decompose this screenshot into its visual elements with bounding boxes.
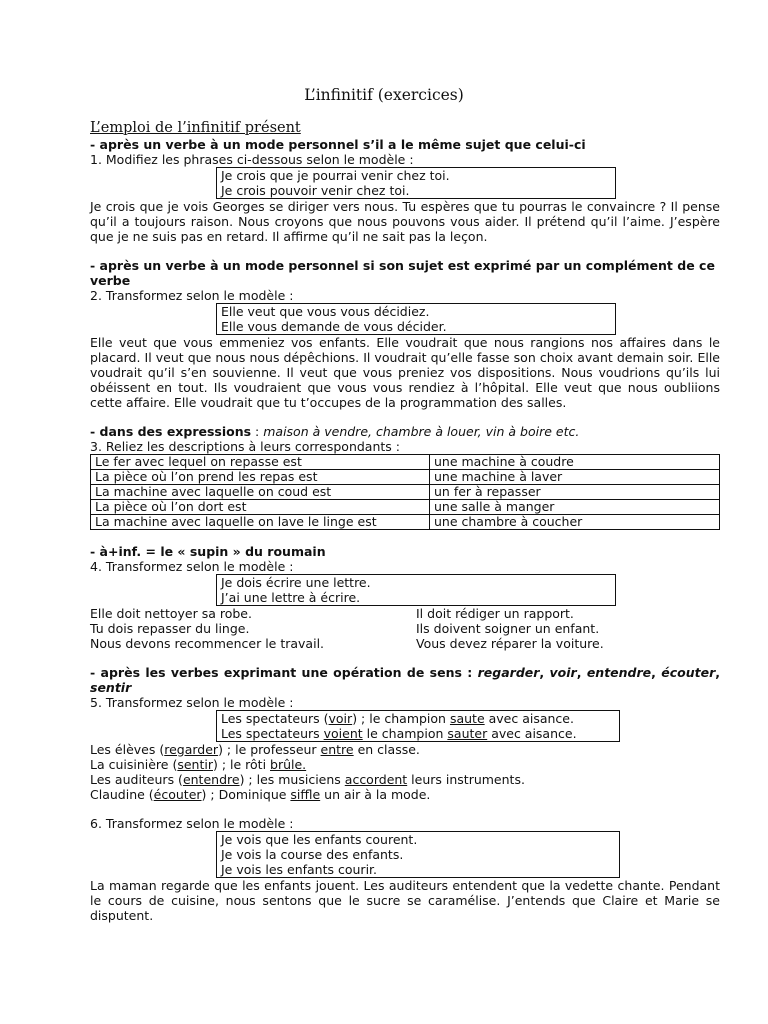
ex4-model-line: J’ai une lettre à écrire. (221, 590, 361, 605)
rule-5-sep: , (651, 665, 662, 680)
ex2-model-box (216, 303, 616, 335)
ex4-sentence: Tu dois repasser du linge. (90, 621, 250, 636)
ex2-text: Elle veut que vous emmeniez vos enfants. Elle voudrait que nous rangions nos affaires dans le placard. Il veut que nous nous dépêchions. Il voudrait qu’elle fasse son choix avant demain soir. Elle voudrait qu’il s’en souvienne. Il veut que vous preniez vos dispositions. Nous voudrions qu’ils lui obéissent en tout. Ils voudraient que vous vous rendiez à l’hôpital. Elle veut que nous oubliions cette affaire. Elle voudrait que tu t’occupes de la programmation des salles. (90, 335, 720, 410)
ex5-instruction: 5. Transformez selon le modèle : (90, 695, 294, 710)
table-cell-match: une salle à manger (430, 500, 720, 515)
ex1-text: Je crois que je vois Georges se diriger vers nous. Tu espères que tu pourras le convaincre ? Il pense qu’il a toujours raison. Nous croyons que nous pouvons vous aider. Il prétend qu’il l’aime. J’espère que je ne suis pas en retard. Il affirme qu’il ne sait pas la leçon. (90, 199, 720, 244)
text-segment: le champion (362, 726, 448, 741)
text-segment: leurs instruments. (407, 772, 525, 787)
ex1-model-line: Je crois que je pourrai venir chez toi. (221, 168, 450, 183)
rule-5-verb: entendre (586, 665, 652, 680)
ex1-model-line: Je crois pouvoir venir chez toi. (221, 183, 410, 198)
underlined-verb: voient (323, 726, 363, 741)
text-segment: La cuisinière ( (90, 757, 178, 772)
text-segment: Les élèves ( (90, 742, 165, 757)
text-segment: en classe. (353, 742, 420, 757)
section-title: L’emploi de l’infinitif présent (90, 120, 301, 136)
underlined-verb: accordent (344, 772, 408, 787)
underlined-verb: entre (320, 742, 354, 757)
ex4-sentence: Vous devez réparer la voiture. (416, 636, 604, 651)
ex2-model-line: Elle vous demande de vous décider. (221, 319, 447, 334)
ex4-model-box (216, 574, 616, 606)
rule-5-verb: voir (549, 665, 577, 680)
underlined-verb: saute (449, 711, 485, 726)
table-row (91, 500, 720, 515)
text-segment: ) ; le professeur (218, 742, 321, 757)
ex4-model-line: Je dois écrire une lettre. (221, 575, 371, 590)
rule-3 (90, 424, 720, 439)
ex3-matching-table (90, 454, 720, 530)
underlined-verb: sauter (447, 726, 488, 741)
underlined-verb: voir (328, 711, 353, 726)
text-segment: ) ; le champion (352, 711, 450, 726)
rule-5-verb: sentir (90, 680, 132, 695)
document-title: L’infinitif (exercices) (304, 86, 464, 104)
table-cell-match: une machine à coudre (430, 455, 720, 470)
ex4-sentence: Il doit rédiger un rapport. (416, 606, 574, 621)
ex6-instruction: 6. Transformez selon le modèle : (90, 816, 294, 831)
text-segment: Les auditeurs ( (90, 772, 183, 787)
rule-3-label: - dans des expressions (90, 424, 252, 439)
ex6-text: La maman regarde que les enfants jouent. Les auditeurs entendent que la vedette chante. Pendant le cours de cuisine, nous sentons que le sucre se caramélise. J’entends que Claire et Marie se disputent. (90, 878, 720, 923)
ex5-model-line (221, 726, 615, 741)
ex4-sentence: Nous devons recommencer le travail. (90, 636, 325, 651)
table-row (91, 455, 720, 470)
rule-5 (90, 665, 720, 695)
table-row (91, 485, 720, 500)
ex6-model-line: Je vois la course des enfants. (221, 847, 404, 862)
text-segment: Claudine ( (90, 787, 154, 802)
table-row (91, 515, 720, 530)
ex6-model-line: Je vois que les enfants courent. (221, 832, 418, 847)
text-segment: avec aisance. (487, 726, 577, 741)
rule-3-examples: maison à vendre, chambre à louer, vin à boire etc. (263, 424, 580, 439)
rule-5-sep: , (576, 665, 587, 680)
ex4-sentence: Elle doit nettoyer sa robe. (90, 606, 252, 621)
ex4-instruction: 4. Transformez selon le modèle : (90, 559, 294, 574)
table-cell-match: une machine à laver (430, 470, 720, 485)
table-cell-match: un fer à repasser (430, 485, 720, 500)
ex5-sentence (90, 757, 720, 772)
text-segment: ) ; le rôti (212, 757, 271, 772)
underlined-verb: regarder (164, 742, 219, 757)
rule-5-sep: , (715, 665, 720, 680)
text-segment: ) ; les musiciens (239, 772, 345, 787)
text-segment: un air à la mode. (320, 787, 431, 802)
ex4-column-right (416, 606, 720, 651)
rule-5-sep: , (539, 665, 550, 680)
table-cell-description: La machine avec laquelle on coud est (91, 485, 430, 500)
table-cell-description: La pièce où l’on prend les repas est (91, 470, 430, 485)
rule-5-label: - après les verbes exprimant une opération de sens : (90, 665, 478, 680)
underlined-verb: sentir (177, 757, 213, 772)
rule-3-colon: : (251, 424, 264, 439)
ex4-sentences (90, 606, 720, 651)
ex3-instruction: 3. Reliez les descriptions à leurs correspondants : (90, 439, 400, 454)
ex1-model-box (216, 167, 616, 199)
underlined-verb: brûle. (270, 757, 307, 772)
ex5-sentence (90, 742, 720, 757)
text-segment: ) ; Dominique (201, 787, 291, 802)
rule-5-verb: regarder (477, 665, 540, 680)
ex6-model-box (216, 831, 620, 878)
ex5-model-line (221, 711, 615, 726)
rule-1: - après un verbe à un mode personnel s’il a le même sujet que celui-ci (90, 137, 586, 152)
text-segment: avec aisance. (484, 711, 574, 726)
table-cell-description: La machine avec laquelle on lave le linge est (91, 515, 430, 530)
rule-2: - après un verbe à un mode personnel si son sujet est exprimé par un complément de ce verbe (90, 258, 715, 288)
table-cell-description: Le fer avec lequel on repasse est (91, 455, 430, 470)
ex2-model-line: Elle veut que vous vous décidiez. (221, 304, 430, 319)
ex5-model-box (216, 710, 620, 742)
table-row (91, 470, 720, 485)
rule-5-verb: écouter (661, 665, 716, 680)
ex1-instruction: 1. Modifiez les phrases ci-dessous selon le modèle : (90, 152, 414, 167)
underlined-verb: siffle (290, 787, 321, 802)
ex4-column-left (90, 606, 416, 651)
text-segment: Les spectateurs ( (221, 711, 329, 726)
ex5-sentence (90, 772, 720, 787)
rule-4: - à+inf. = le « supin » du roumain (90, 544, 326, 559)
document-content (90, 120, 720, 923)
ex6-model-line: Je vois les enfants courir. (221, 862, 378, 877)
ex2-instruction: 2. Transformez selon le modèle : (90, 288, 294, 303)
underlined-verb: entendre (182, 772, 240, 787)
underlined-verb: écouter (153, 787, 202, 802)
ex4-sentence: Ils doivent soigner un enfant. (416, 621, 600, 636)
table-cell-match: une chambre à coucher (430, 515, 720, 530)
ex5-sentence (90, 787, 720, 802)
text-segment: Les spectateurs (221, 726, 324, 741)
table-cell-description: La pièce où l’on dort est (91, 500, 430, 515)
